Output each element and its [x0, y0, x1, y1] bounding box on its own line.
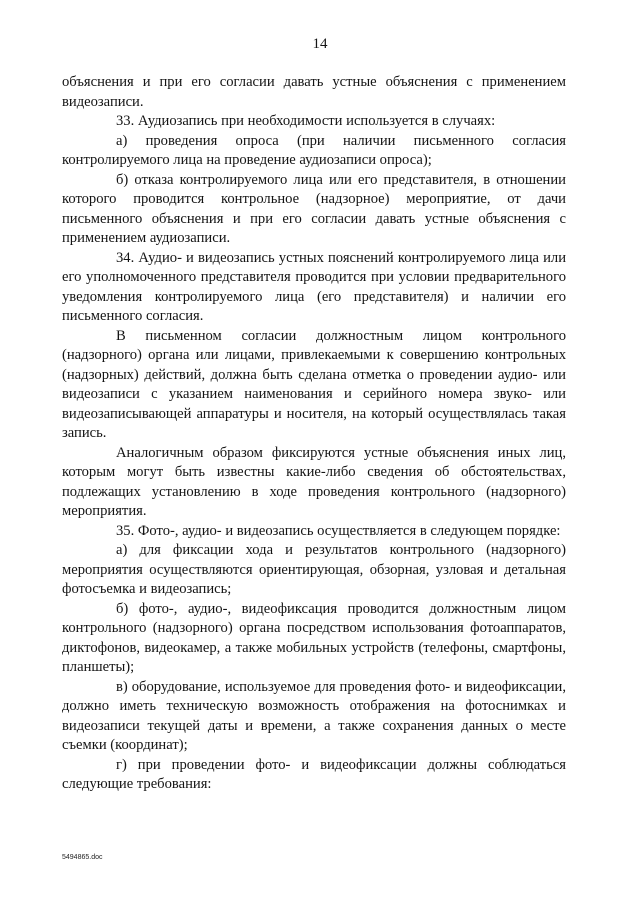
paragraph-p-33b: б) отказа контролируемого лица или его представителя, в отношении которого проводится контрольное (надзорное) мероприятие, от дачи письменного объяснения и при его согласии давать устные объяснения с применением аудиозаписи.	[62, 171, 566, 246]
paragraph-p-35g: г) при проведении фото- и видеофиксации должны соблюдаться следующие требования:	[62, 756, 566, 792]
document-body	[62, 73, 566, 795]
paragraph-p-33a: а) проведения опроса (при наличии письменного согласия контролируемого лица на проведение аудиозаписи опроса);	[62, 132, 566, 168]
paragraph-p-35v: в) оборудование, используемое для проведения фото- и видеофиксации, должно иметь техническую возможность отображения на фотоснимках и видеозаписи текущей даты и времени, а также сохранения данных о месте съемки (координат);	[62, 678, 566, 753]
page-number: 14	[312, 36, 328, 52]
paragraph-p-35a: а) для фиксации хода и результатов контрольного (надзорного) мероприятия осуществляются ориентирующая, обзорная, узловая и детальная фотосъемка и видеозапись;	[62, 542, 566, 597]
footer-filename: 5494865.doc	[62, 854, 103, 861]
paragraph-p-33: 33. Аудиозапись при необходимости используется в случаях:	[116, 113, 496, 129]
paragraph-p-34-consent: В письменном согласии должностным лицом контрольного (надзорного) органа или лицами, привлекаемыми к совершению контрольных (надзорных) действий, должна быть сделана отметка о проведении аудио- или видеозаписи с указанием наименования и серийного номера звуко- или видеозаписывающей аппаратуры и носителя, на который осуществлялась такая запись.	[62, 327, 566, 441]
paragraph-p-34-similar: Аналогичным образом фиксируются устные объяснения иных лиц, которым могут быть известны какие-либо сведения об обстоятельствах, подлежащих установлению в ходе проведения контрольного (надзорного) мероприятия.	[62, 444, 566, 519]
paragraph-p-cont-end: объяснения и при его согласии давать устные объяснения с применением видеозаписи.	[62, 74, 566, 110]
paragraph-p-34: 34. Аудио- и видеозапись устных пояснений контролируемого лица или его уполномоченного представителя проводится при условии предварительного уведомления контролируемого лица (его представителя) и наличии его письменного согласия.	[62, 249, 566, 324]
paragraph-p-35b: б) фото-, аудио-, видеофиксация проводится должностным лицом контрольного (надзорного) органа посредством использования фотоаппаратов, диктофонов, видеокамер, а также мобильных устройств (телефоны, смартфоны, планшеты);	[62, 600, 566, 675]
paragraph-p-35: 35. Фото-, аудио- и видеозапись осуществляется в следующем порядке:	[116, 522, 561, 539]
